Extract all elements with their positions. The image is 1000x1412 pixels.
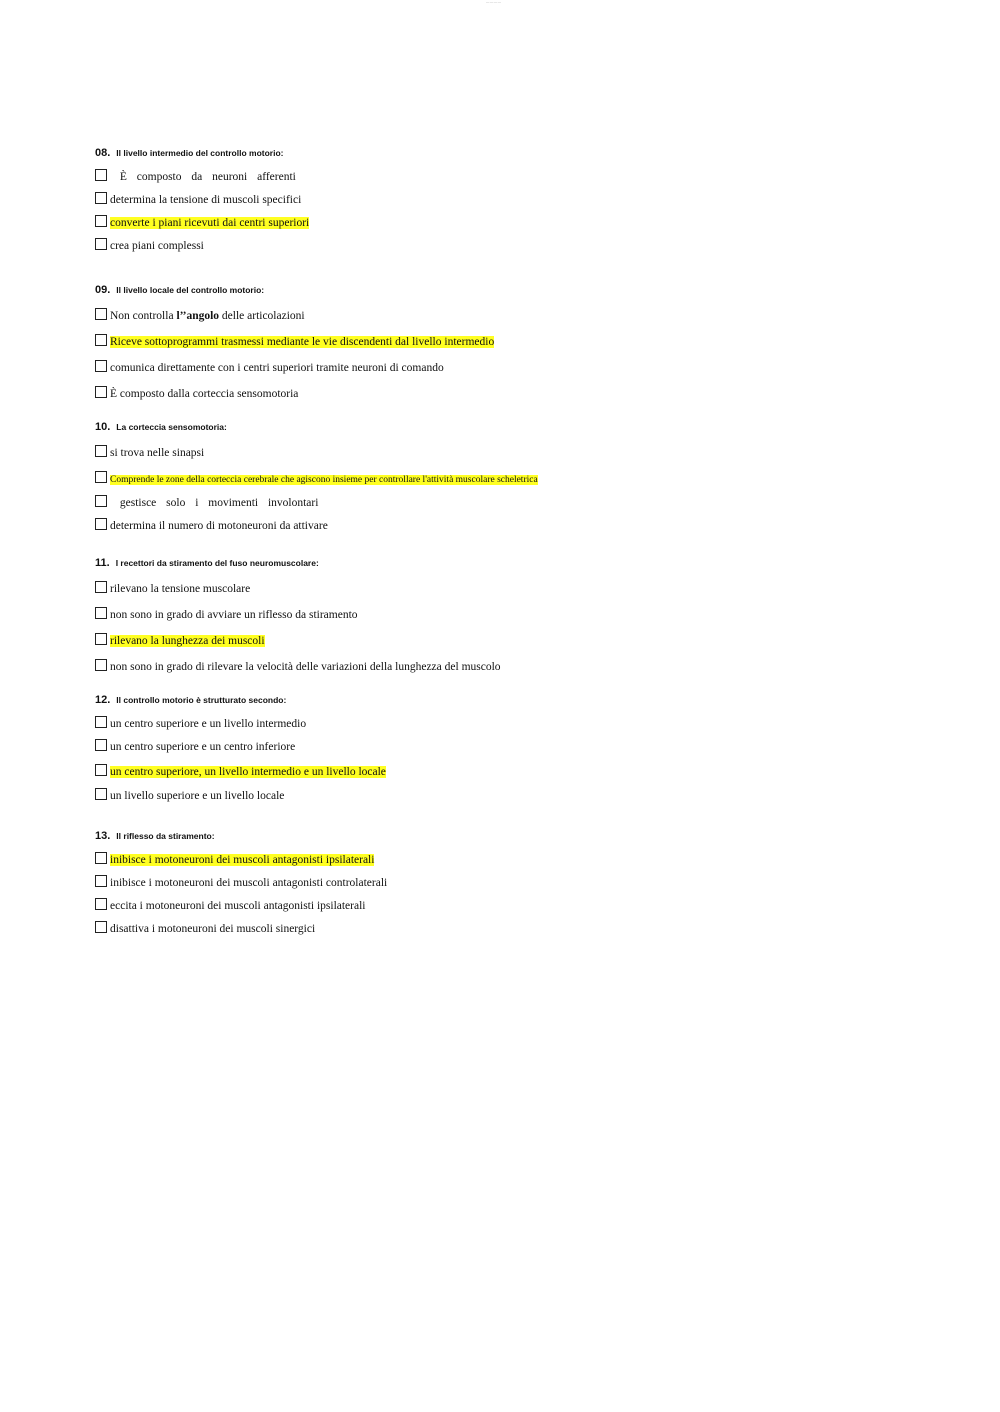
answer-text: inibisce i motoneuroni dei muscoli antagonisti ipsilaterali [110,854,375,866]
answer-option-highlighted [95,849,915,872]
answer-text: determina la tensione di muscoli specifici [110,194,302,206]
answer-checkbox[interactable] [95,788,107,800]
answer-text: rilevano la lunghezza dei muscoli [110,635,265,647]
answer-checkbox[interactable] [95,633,107,645]
answer-text: non sono in grado di avviare un riflesso da stiramento [110,609,358,621]
answer-text: si trova nelle sinapsi [110,447,205,459]
question-11 [95,556,915,680]
question-number: 12. [95,694,111,706]
answer-checkbox[interactable] [95,898,107,910]
answer-option-highlighted [95,329,915,355]
answer-text: gestisce solo i movimenti involontari [110,497,319,509]
answer-text: eccita i motoneuroni dei muscoli antagonisti ipsilaterali [110,900,366,912]
answer-option [95,440,915,466]
question-number: 08. [95,147,111,159]
answer-checkbox[interactable] [95,169,107,181]
answer-text: un centro superiore e un centro inferiore [110,741,296,753]
answer-checkbox[interactable] [95,334,107,346]
answer-checkbox[interactable] [95,360,107,372]
answer-checkbox[interactable] [95,852,107,864]
question-text: Il riflesso da stiramento: [116,831,215,841]
answer-checkbox[interactable] [95,445,107,457]
answer-text: disattiva i motoneuroni dei muscoli sinergici [110,923,316,935]
answer-checkbox[interactable] [95,518,107,530]
answer-option [95,918,915,941]
answer-option [95,235,915,258]
question-number: 09. [95,284,111,296]
question-title [95,829,915,843]
answer-option [95,189,915,212]
answer-option [95,576,915,602]
answer-option-highlighted [95,628,915,654]
answer-text: È composto da neuroni afferenti [110,171,296,183]
answer-text: Riceve sottoprogrammi trasmessi mediante le vie discendenti dal livello intermedio [110,336,495,348]
answer-checkbox[interactable] [95,386,107,398]
answer-option-highlighted [95,759,915,785]
answer-checkbox[interactable] [95,716,107,728]
answer-checkbox[interactable] [95,238,107,250]
answer-text: crea piani complessi [110,240,204,252]
answer-text: inibisce i motoneuroni dei muscoli antagonisti controlaterali [110,877,388,889]
question-title [95,693,915,707]
question-08 [95,146,915,258]
question-12 [95,693,915,808]
answer-option-highlighted [95,212,915,235]
question-number: 13. [95,830,111,842]
answer-option [95,602,915,628]
answer-option [95,303,915,329]
answer-checkbox[interactable] [95,495,107,507]
answer-checkbox[interactable] [95,581,107,593]
answer-option [95,166,915,189]
question-number: 11. [95,557,110,569]
answer-checkbox[interactable] [95,659,107,671]
answer-option [95,713,915,736]
question-text: I recettori da stiramento del fuso neuromuscolare: [115,558,319,568]
answer-checkbox[interactable] [95,192,107,204]
answer-text [110,310,305,322]
question-09 [95,283,915,407]
answer-option [95,381,915,407]
answer-text: Comprende le zone della corteccia cerebrale che agiscono insieme per controllare l'attività muscolare scheletrica [110,475,538,485]
answer-option [95,515,915,538]
answer-text-after: delle articolazioni [219,310,305,322]
answer-option [95,355,915,381]
answer-option [95,785,915,808]
question-number: 10. [95,421,111,433]
question-10 [95,420,915,538]
answer-checkbox[interactable] [95,739,107,751]
answer-text: non sono in grado di rilevare la velocità delle variazioni della lunghezza del muscolo [110,661,501,673]
question-title [95,146,915,160]
answer-text: determina il numero di motoneuroni da attivare [110,520,328,532]
answer-checkbox[interactable] [95,308,107,320]
answer-checkbox[interactable] [95,607,107,619]
question-text: Il controllo motorio è strutturato secondo: [116,695,287,705]
answer-option [95,492,915,515]
answer-checkbox[interactable] [95,215,107,227]
answer-text: È composto dalla corteccia sensomotoria [110,388,299,400]
answer-checkbox[interactable] [95,764,107,776]
question-title [95,420,915,434]
answer-option [95,736,915,759]
answer-option [95,872,915,895]
answer-text: converte i piani ricevuti dai centri superiori [110,217,310,229]
question-13 [95,829,915,941]
answer-text: rilevano la tensione muscolare [110,583,251,595]
answer-text-before: Non controlla [110,310,177,322]
answer-text: un centro superiore e un livello intermedio [110,718,307,730]
page-header-mark: —·—·—·— [486,0,501,4]
answer-option-highlighted [95,466,915,492]
answer-checkbox[interactable] [95,875,107,887]
question-text: La corteccia sensomotoria: [116,422,227,432]
answer-checkbox[interactable] [95,921,107,933]
answer-text-bold: l’’angolo [176,310,220,322]
question-title [95,283,915,297]
answer-option [95,654,915,680]
answer-option [95,895,915,918]
question-text: Il livello intermedio del controllo motorio: [116,148,284,158]
answer-text: un livello superiore e un livello locale [110,790,285,802]
answer-checkbox[interactable] [95,471,107,483]
answer-text: un centro superiore, un livello intermedio e un livello locale [110,766,386,778]
question-text: Il livello locale del controllo motorio: [116,285,265,295]
answer-text: comunica direttamente con i centri superiori tramite neuroni di comando [110,362,444,374]
question-title [95,556,915,570]
